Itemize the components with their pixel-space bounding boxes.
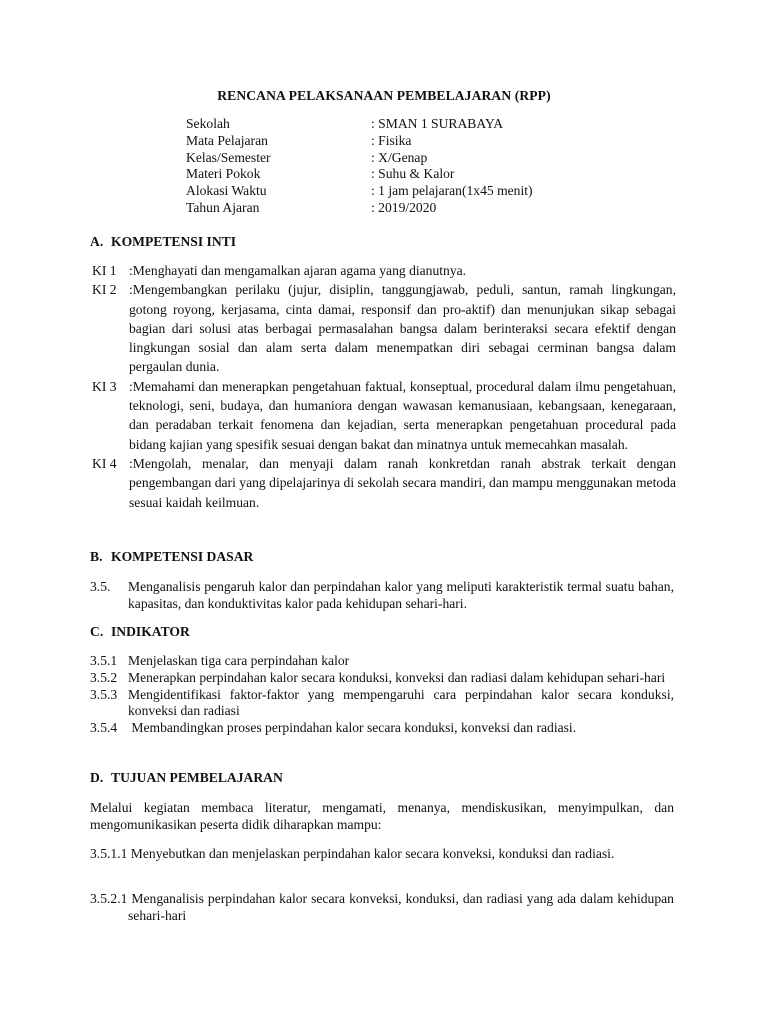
ki-code: KI 4: [92, 455, 117, 471]
ki-text: :Memahami dan menerapkan pengetahuan faktual, konseptual, procedural dalam ilmu pengetahuan, teknologi, seni, budaya, dan humaniora dengan wawasan kemanusiaan, kebangsaan, kenegaraan, dan peradaban terkait fenomena dan kejadian, serta menerapkan pengetahuan procedural pada bidang kajian yang spesifik sesuai dengan bakat dan minatnya untuk memecahkan masalah.: [129, 378, 676, 452]
indikator-item: [90, 653, 674, 670]
info-row-mata-pelajaran: [186, 133, 606, 150]
section-number: A.: [90, 234, 104, 249]
tujuan-item-2: [90, 891, 674, 925]
section-number: C.: [90, 624, 104, 639]
section-title: KOMPETENSI INTI: [111, 234, 237, 249]
kd-item: [90, 579, 674, 613]
indikator-item: [90, 687, 674, 721]
info-row-kelas-semester: [186, 150, 606, 167]
ki-item-1: [92, 261, 676, 280]
tujuan-text: Menyebutkan dan menjelaskan perpindahan kalor secara konveksi, konduksi dan radiasi.: [130, 846, 615, 861]
indikator-number: 3.5.4: [90, 720, 118, 736]
ki-text: :Mengolah, menalar, dan menyaji dalam ranah konkretdan ranah abstrak terkait dengan pengembangan dari yang dipelajarinya di sekolah secara mandiri, dan mampu menggunakan metoda sesuai kaidah keilmuan.: [129, 455, 676, 510]
indikator-text: Membandingkan proses perpindahan kalor secara konduksi, konveksi dan radiasi.: [128, 720, 577, 736]
ki-text: :Menghayati dan mengamalkan ajaran agama yang dianutnya.: [129, 263, 467, 278]
info-value: : X/Genap: [371, 149, 428, 165]
info-label: Materi Pokok: [186, 166, 261, 182]
ki-code: KI 1: [92, 263, 117, 278]
section-heading-kompetensi-dasar: [90, 549, 253, 565]
info-value: : 2019/2020: [371, 199, 437, 215]
indikator-item: [90, 720, 674, 737]
ki-text: :Mengembangkan perilaku (jujur, disiplin, tanggungjawab, peduli, santun, ramah lingkungan, gotong royong, kerjasama, cinta damai, responsif dan pro-aktif) dan menunjukan sikap sebagai bagian dari solusi atas berbagai permasalahan bangsa dalam berinteraksi secara efektif dengan lingkungan sosial dan alam serta dalam menempatkan diri sebagai cerminan bangsa dalam pergaulan dunia.: [129, 282, 676, 375]
section-heading-tujuan-pembelajaran: [90, 770, 283, 786]
info-label: Tahun Ajaran: [186, 199, 260, 215]
indikator-text: Menerapkan perpindahan kalor secara konduksi, konveksi dan radiasi dalam kehidupan sehari-hari: [128, 669, 666, 685]
tujuan-intro: Melalui kegiatan membaca literatur, mengamati, menanya, mendiskusikan, menyimpulkan, dan mengomunikasikan peserta didik diharapkan mampu:: [90, 800, 674, 832]
indikator-text: Menjelaskan tiga cara perpindahan kalor: [128, 653, 350, 668]
kd-text: Menganalisis pengaruh kalor dan perpindahan kalor yang meliputi karakteristik termal suatu bahan, kapasitas, dan konduktivitas kalor pada kehidupan sehari-hari.: [128, 579, 674, 611]
tujuan-text: Menganalisis perpindahan kalor secara konveksi, konduksi, dan radiasi yang ada dalam kehidupan sehari-hari: [128, 891, 674, 923]
ki-code: KI 3: [92, 378, 117, 394]
section-heading-indikator: [90, 624, 190, 640]
indikator-number: 3.5.1: [90, 653, 118, 668]
tujuan-item-body: [90, 891, 674, 925]
section-heading-kompetensi-inti: [90, 234, 236, 250]
ki-list: [92, 261, 676, 512]
ki-item-4: [92, 454, 676, 512]
info-value: : Suhu & Kalor: [371, 166, 455, 182]
info-table: [186, 116, 606, 217]
info-row-materi-pokok: [186, 166, 606, 183]
ki-code: KI 2: [92, 282, 117, 298]
section-number: D.: [90, 770, 104, 785]
tujuan-number: 3.5.1.1: [90, 846, 128, 861]
info-row-tahun-ajaran: [186, 200, 606, 217]
info-label: Kelas/Semester: [186, 149, 271, 165]
info-value: : 1 jam pelajaran(1x45 menit): [371, 183, 533, 199]
tujuan-number: 3.5.2.1: [90, 891, 128, 906]
indikator-list: [90, 653, 674, 737]
section-title: TUJUAN PEMBELAJARAN: [111, 770, 283, 785]
kd-number: 3.5.: [90, 579, 111, 594]
document-title: RENCANA PELAKSANAAN PEMBELAJARAN (RPP): [217, 88, 551, 103]
tujuan-item-body: [90, 846, 674, 863]
info-row-alokasi-waktu: [186, 183, 606, 200]
section-title: KOMPETENSI DASAR: [111, 549, 254, 564]
indikator-number: 3.5.3: [90, 686, 118, 702]
indikator-text: Mengidentifikasi faktor-faktor yang mempengaruhi cara perpindahan kalor secara konduksi, konveksi dan radiasi: [128, 686, 674, 719]
info-value: : SMAN 1 SURABAYA: [371, 116, 504, 131]
info-value: : Fisika: [371, 132, 412, 148]
ki-item-3: [92, 377, 676, 454]
info-label: Mata Pelajaran: [186, 132, 268, 148]
indikator-number: 3.5.2: [90, 669, 118, 685]
section-number: B.: [90, 549, 103, 564]
tujuan-item-1: [90, 846, 674, 863]
ki-item-2: [92, 280, 676, 376]
info-label: Sekolah: [186, 116, 230, 131]
info-label: Alokasi Waktu: [186, 183, 267, 199]
indikator-item: [90, 670, 674, 687]
info-row-sekolah: [186, 116, 606, 133]
kd-list: [90, 579, 674, 613]
section-title: INDIKATOR: [111, 624, 190, 639]
